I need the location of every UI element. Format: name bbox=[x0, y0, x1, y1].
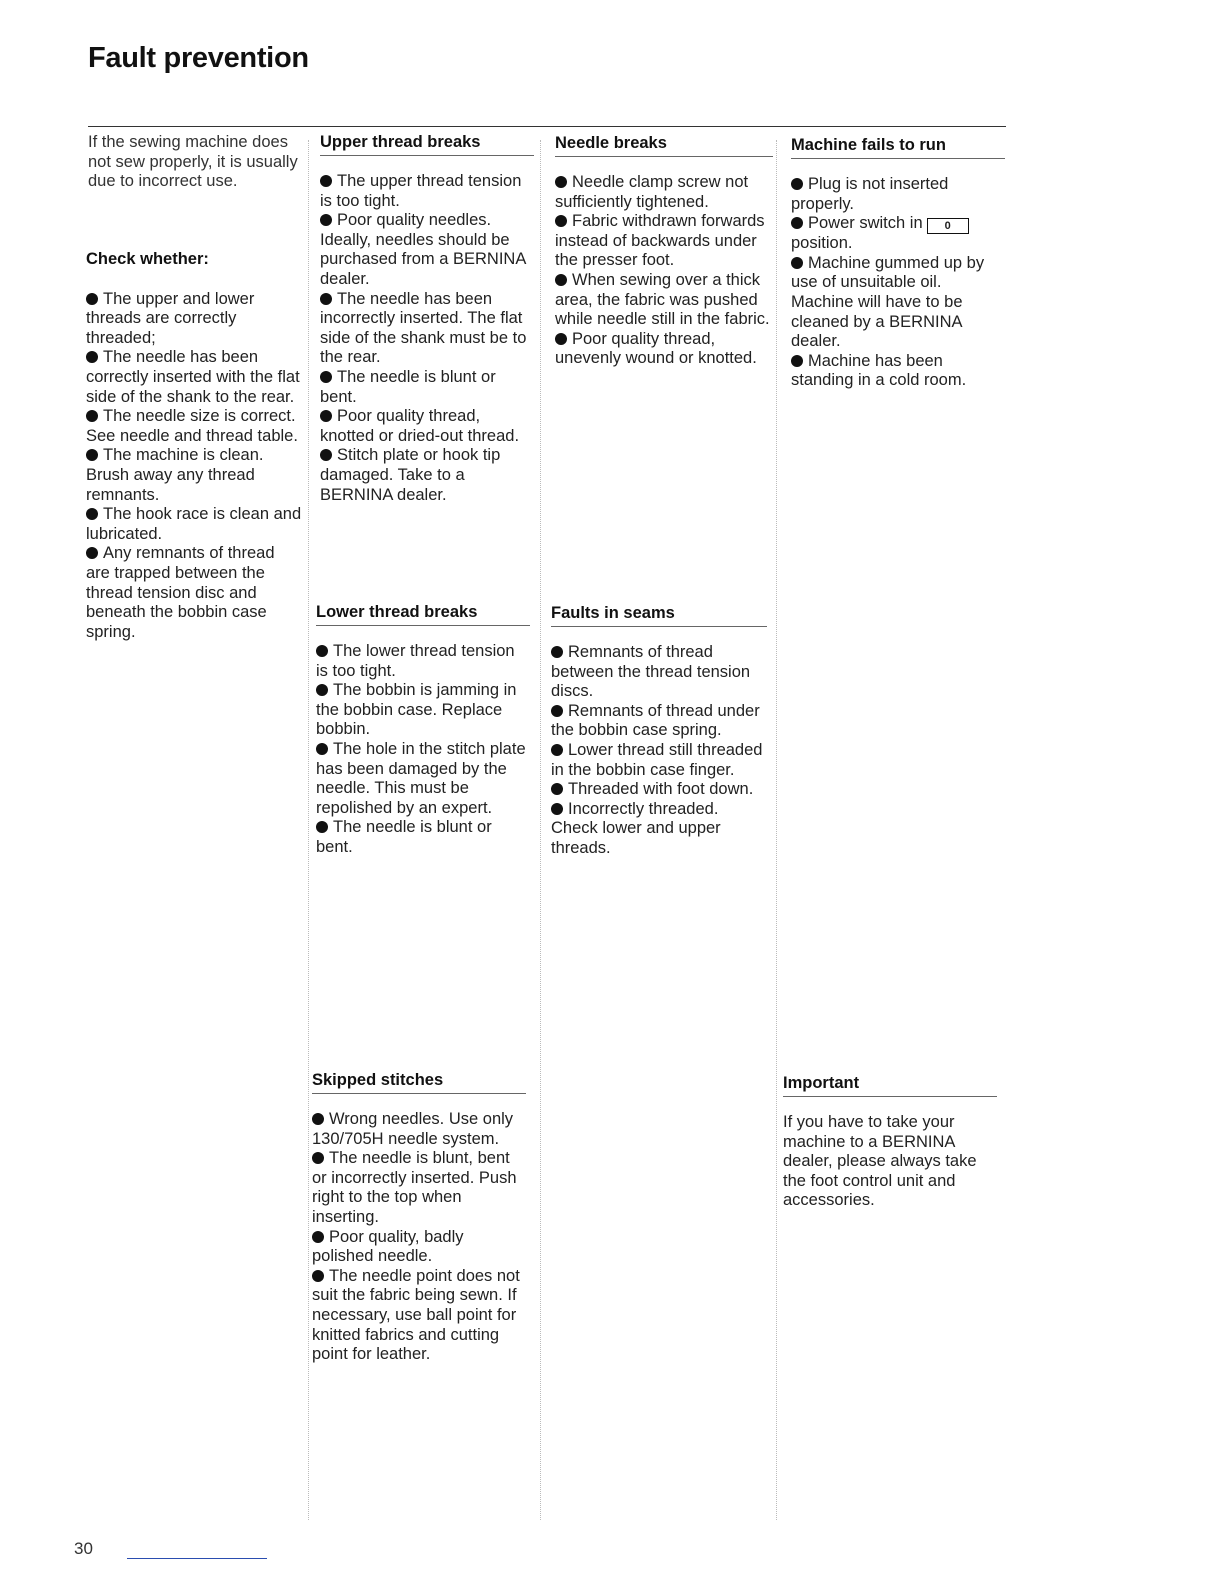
list-item: Poor quality thread, knotted or dried-out thread. bbox=[320, 407, 520, 445]
list-item: The needle is blunt, bent or incorrectly inserted. Push right to the top when inserting. bbox=[312, 1149, 517, 1226]
bullet-icon bbox=[316, 743, 328, 755]
column-divider-3 bbox=[776, 140, 777, 1520]
power-switch-off-icon: 0 bbox=[927, 218, 969, 234]
list-item: The needle has been incorrectly inserted. The flat side of the shank must be to the rear. bbox=[320, 289, 527, 367]
important-heading: Important bbox=[783, 1074, 997, 1097]
bullet-icon bbox=[86, 508, 98, 520]
list-item: Remnants of thread between the thread tension discs. bbox=[551, 643, 751, 701]
bullet-icon bbox=[86, 293, 98, 305]
list-item: The needle has been correctly inserted with the flat side of the shank to the rear. bbox=[86, 348, 300, 406]
skipped-stitches-heading: Skipped stitches bbox=[312, 1071, 526, 1094]
faults-seams-list bbox=[551, 643, 767, 859]
bullet-icon bbox=[86, 449, 98, 461]
bullet-icon bbox=[86, 410, 98, 422]
needle-breaks-section bbox=[555, 134, 773, 369]
upper-thread-heading: Upper thread breaks bbox=[320, 133, 534, 156]
list-item: The upper thread tension is too tight. bbox=[320, 172, 522, 210]
list-item: The upper and lower threads are correctly threaded; bbox=[86, 289, 255, 347]
bullet-icon bbox=[555, 176, 567, 188]
bullet-icon bbox=[791, 178, 803, 190]
check-list bbox=[86, 290, 302, 643]
list-item: Stitch plate or hook tip damaged. Take to a BERNINA dealer. bbox=[320, 446, 501, 504]
bullet-icon bbox=[86, 351, 98, 363]
bullet-icon bbox=[555, 333, 567, 345]
page-number: 30 bbox=[74, 1539, 93, 1558]
list-item: Poor quality, badly polished needle. bbox=[312, 1227, 464, 1266]
list-item: The machine is clean. Brush away any thread remnants. bbox=[86, 446, 264, 504]
important-text: If you have to take your machine to a BERNINA dealer, please always take the foot control unit and accessories. bbox=[783, 1113, 977, 1210]
bullet-icon bbox=[316, 645, 328, 657]
intro-text: If the sewing machine does not sew properly, it is usually due to incorrect use. bbox=[88, 133, 298, 191]
bullet-icon bbox=[312, 1231, 324, 1243]
bullet-icon bbox=[555, 215, 567, 227]
list-item: Incorrectly threaded. Check lower and upper threads. bbox=[551, 799, 721, 857]
list-item: Plug is not inserted properly. bbox=[791, 175, 949, 213]
bullet-icon bbox=[320, 371, 332, 383]
footer-rule bbox=[127, 1558, 267, 1559]
check-heading: Check whether: bbox=[86, 250, 209, 268]
list-item: Remnants of thread under the bobbin case spring. bbox=[551, 701, 760, 740]
list-item: Poor quality needles. Ideally, needles should be purchased from a BERNINA dealer. bbox=[320, 211, 526, 288]
bullet-icon bbox=[312, 1152, 324, 1164]
bullet-icon bbox=[791, 257, 803, 269]
bullet-icon bbox=[320, 175, 332, 187]
bullet-icon bbox=[551, 646, 563, 658]
list-item: The needle size is correct. See needle and thread table. bbox=[86, 407, 298, 445]
list-item: Any remnants of thread are trapped between the thread tension disc and beneath the bobbin case spring. bbox=[86, 544, 275, 641]
list-item: Fabric withdrawn forwards instead of backwards under the presser foot. bbox=[555, 212, 765, 270]
bullet-icon bbox=[791, 217, 803, 229]
bullet-icon bbox=[86, 547, 98, 559]
needle-breaks-heading: Needle breaks bbox=[555, 134, 773, 157]
machine-fails-heading: Machine fails to run bbox=[791, 136, 1005, 159]
intro-section bbox=[88, 133, 300, 192]
faults-seams-heading: Faults in seams bbox=[551, 604, 767, 627]
bullet-icon bbox=[791, 355, 803, 367]
column-divider-1 bbox=[308, 140, 309, 1520]
list-item: The needle is blunt or bent. bbox=[316, 818, 492, 856]
bullet-icon bbox=[320, 293, 332, 305]
needle-breaks-list bbox=[555, 173, 773, 369]
column-divider-2 bbox=[540, 140, 541, 1520]
list-item: Machine has been standing in a cold room. bbox=[791, 351, 967, 390]
bullet-icon bbox=[312, 1113, 324, 1125]
machine-fails-section bbox=[791, 136, 1005, 391]
bullet-icon bbox=[551, 803, 563, 815]
list-item: The bobbin is jamming in the bobbin case. Replace bobbin. bbox=[316, 681, 517, 739]
lower-thread-heading: Lower thread breaks bbox=[316, 603, 530, 626]
bullet-icon bbox=[320, 214, 332, 226]
page-title: Fault prevention bbox=[88, 42, 309, 74]
list-item: The needle is blunt or bent. bbox=[320, 367, 496, 406]
list-item: The lower thread tension is too tight. bbox=[316, 642, 515, 680]
list-item: Needle clamp screw not sufficiently tightened. bbox=[555, 173, 749, 211]
important-section bbox=[783, 1074, 997, 1211]
list-item: Power switch in 0 position. bbox=[791, 214, 1005, 254]
header-rule bbox=[88, 126, 1006, 127]
list-item: Wrong needles. Use only 130/705H needle system. bbox=[312, 1110, 514, 1148]
bullet-icon bbox=[316, 684, 328, 696]
lower-thread-section bbox=[316, 603, 530, 858]
bullet-icon bbox=[320, 449, 332, 461]
machine-fails-list bbox=[791, 175, 1005, 391]
list-item: Machine gummed up by use of unsuitable oil. Machine will have to be cleaned by a BERNINA dealer. bbox=[791, 253, 985, 351]
bullet-icon bbox=[320, 410, 332, 422]
list-item: Lower thread still threaded in the bobbin case finger. bbox=[551, 740, 763, 779]
lower-thread-list bbox=[316, 642, 530, 858]
check-section bbox=[86, 250, 302, 642]
list-item: The hook race is clean and lubricated. bbox=[86, 505, 302, 543]
bullet-icon bbox=[316, 821, 328, 833]
list-item: The hole in the stitch plate has been damaged by the needle. This must be repolished by an expert. bbox=[316, 739, 526, 817]
list-item: When sewing over a thick area, the fabric was pushed while needle still in the fabric. bbox=[555, 270, 770, 329]
list-item: Threaded with foot down. bbox=[551, 780, 767, 800]
list-item: The needle point does not suit the fabric being sewn. If necessary, use ball point for knitted fabrics and cutting point for leather. bbox=[312, 1266, 520, 1364]
skipped-stitches-list bbox=[312, 1110, 526, 1365]
list-item: Poor quality thread, unevenly wound or knotted. bbox=[555, 329, 757, 368]
bullet-icon bbox=[551, 705, 563, 717]
bullet-icon bbox=[312, 1270, 324, 1282]
upper-thread-section bbox=[320, 133, 534, 505]
skipped-stitches-section bbox=[312, 1071, 526, 1365]
bullet-icon bbox=[551, 744, 563, 756]
upper-thread-list bbox=[320, 172, 534, 505]
bullet-icon bbox=[555, 274, 567, 286]
bullet-icon bbox=[551, 783, 563, 795]
faults-seams-section bbox=[551, 604, 767, 859]
